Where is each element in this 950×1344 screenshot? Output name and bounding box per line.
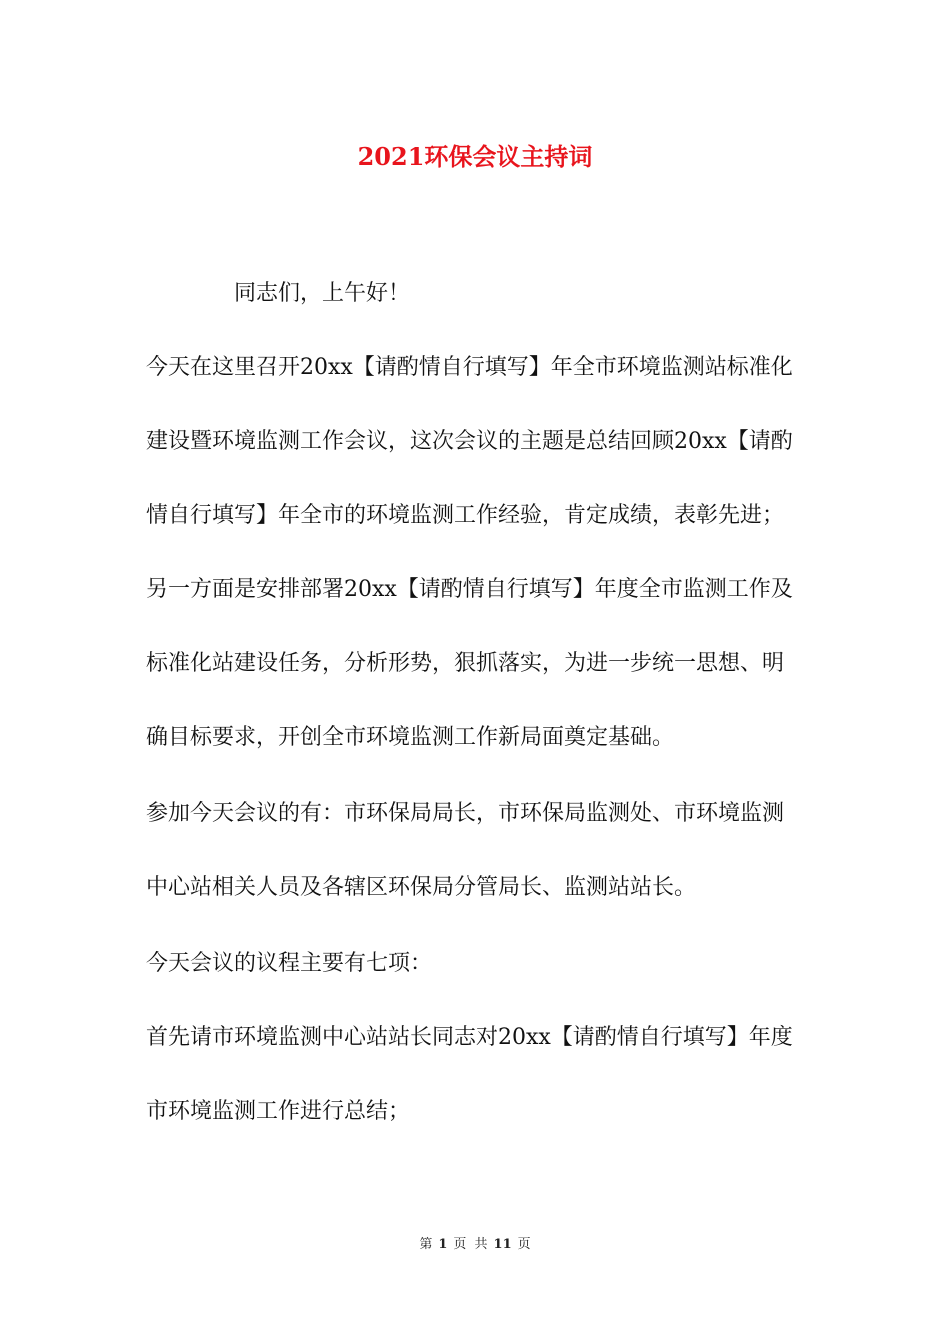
body-line: 参加今天会议的有：市环保局局长，市环保局监测处、市环境监测 bbox=[146, 801, 785, 826]
body-line: 中心站相关人员及各辖区环保局分管局长、监测站站长。 bbox=[146, 875, 697, 900]
body-line: 今天在这里召开20xx【请酌情自行填写】年全市环境监测站标准化 bbox=[146, 355, 793, 380]
footer-prefix: 第 bbox=[419, 1237, 433, 1252]
body-line: 建设暨环境监测工作会议，这次会议的主题是总结回顾20xx【请酌 bbox=[146, 429, 793, 454]
body-line: 市环境监测工作进行总结； bbox=[146, 1099, 411, 1124]
body-line: 情自行填写】年全市的环境监测工作经验，肯定成绩，表彰先进； bbox=[146, 503, 785, 528]
body-line: 今天会议的议程主要有七项： bbox=[146, 951, 433, 976]
body-line: 首先请市环境监测中心站站长同志对20xx【请酌情自行填写】年度 bbox=[146, 1025, 793, 1050]
body-line: 另一方面是安排部署20xx【请酌情自行填写】年度全市监测工作及 bbox=[146, 577, 793, 602]
body-line: 标准化站建设任务，分析形势，狠抓落实，为进一步统一思想、明 bbox=[146, 651, 785, 676]
total-pages: 11 bbox=[493, 1237, 512, 1252]
page-footer bbox=[0, 1236, 950, 1254]
document-title: 2021环保会议主持词 bbox=[357, 142, 593, 171]
footer-middle: 页 共 bbox=[453, 1237, 488, 1252]
body-line: 确目标要求，开创全市环境监测工作新局面奠定基础。 bbox=[146, 725, 675, 750]
greeting-line: 同志们，上午好！ bbox=[234, 281, 411, 306]
footer-suffix: 页 bbox=[517, 1237, 531, 1252]
page-number: 1 bbox=[438, 1237, 448, 1252]
